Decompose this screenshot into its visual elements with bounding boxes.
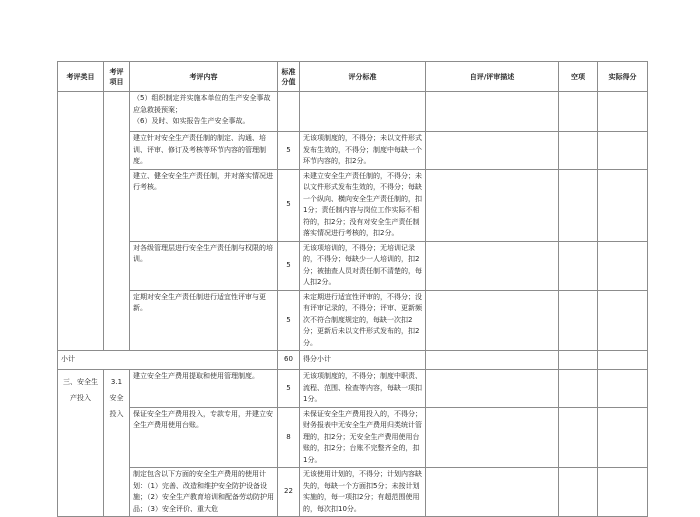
criteria-cell: 无该项制度的，不得分；未以文件形式发布生效的，不得分；制度中每缺一个环节内容的，扣2分。: [300, 132, 426, 170]
criteria-cell: [300, 92, 426, 132]
content-cell: 建立安全生产费用提取和使用管理制度。: [130, 370, 278, 408]
subtotal-row: [58, 351, 648, 370]
score-cell: 5: [278, 241, 300, 290]
header-item: 考评项目: [104, 62, 130, 92]
blank-cell[interactable]: [559, 132, 598, 170]
blank-cell[interactable]: [559, 169, 598, 241]
score-cell: 5: [278, 290, 300, 351]
table-row: [58, 241, 648, 290]
subtotal-criteria: 得分小计: [300, 351, 426, 370]
self-review-cell[interactable]: [426, 407, 559, 468]
header-self-review: 自评/评审描述: [426, 62, 559, 92]
criteria-cell: 无该使用计划的，不得分；计划内容缺失的，每缺一个方面扣5分；未按计划实施的，每一项扣2分；有超范围使用的，每次扣10分。: [300, 468, 426, 517]
header-score: 标准分值: [278, 62, 300, 92]
category-cell: [58, 92, 104, 351]
score-cell: [278, 92, 300, 132]
subtotal-label: 小计: [58, 351, 278, 370]
actual-score-cell[interactable]: [598, 92, 648, 132]
self-review-cell[interactable]: [426, 290, 559, 351]
actual-score-cell[interactable]: [598, 468, 648, 517]
actual-score-cell[interactable]: [598, 169, 648, 241]
content-cell: 定期对安全生产责任制进行适宜性评审与更新。: [130, 290, 278, 351]
score-cell: 5: [278, 132, 300, 170]
item-cell: 3.1 安全投入: [104, 370, 130, 517]
table-row: [58, 407, 648, 468]
score-cell: 5: [278, 169, 300, 241]
blank-cell[interactable]: [559, 468, 598, 517]
table-row: [58, 468, 648, 517]
criteria-cell: 无该项制度的，不得分；制度中职责、流程、范围、检查等内容，每缺一项扣1分。: [300, 370, 426, 408]
self-review-cell[interactable]: [426, 92, 559, 132]
actual-score-cell[interactable]: [598, 290, 648, 351]
table-row: [58, 370, 648, 408]
header-blank: 空项: [559, 62, 598, 92]
criteria-cell: 未定期进行适宜性评审的，不得分；没有评审记录的，不得分；评审、更新频次不符合制度规定的，每缺一次扣2分；更新后未以文件形式发布的，扣2分。: [300, 290, 426, 351]
content-cell: 建立、健全安全生产责任制，并对落实情况进行考核。: [130, 169, 278, 241]
header-actual-score: 实际得分: [598, 62, 648, 92]
evaluation-table: [57, 61, 648, 517]
content-cell: 对各级管理层进行安全生产责任制与权限的培训。: [130, 241, 278, 290]
blank-cell[interactable]: [559, 407, 598, 468]
blank-cell[interactable]: [559, 351, 598, 370]
table-header-row: [58, 62, 648, 92]
self-review-cell[interactable]: [426, 351, 559, 370]
subtotal-score: 60: [278, 351, 300, 370]
criteria-cell: 无该项培训的，不得分；无培训记录的，不得分；每缺少一人培训的，扣2分；被抽查人员对责任制不清楚的，每人扣2分。: [300, 241, 426, 290]
score-cell: 5: [278, 370, 300, 408]
blank-cell[interactable]: [559, 290, 598, 351]
criteria-cell: 未建立安全生产责任制的，不得分；未以文件形式发布生效的，不得分；每缺一个纵向、横向安全生产责任制的，扣1分；责任制内容与岗位工作实际不相符的，扣2分；没有对安全生产责任制落实情况进行考核的，扣2分。: [300, 169, 426, 241]
blank-cell[interactable]: [559, 370, 598, 408]
criteria-cell: 未保证安全生产费用投入的，不得分；财务报表中无安全生产费用归类统计管理的，扣2分；无安全生产费用使用台账的，扣2分；台账不完整齐全的，扣1分。: [300, 407, 426, 468]
content-cell: 制定包含以下方面的安全生产费用的使用计划：（1）完善、改造和维护安全防护设备设施；（2）安全生产教育培训和配备劳动防护用品；（3）安全评价、重大危: [130, 468, 278, 517]
content-cell: 建立针对安全生产责任制的制定、沟通、培训、评审、修订及考核等环节内容的管理制度。: [130, 132, 278, 170]
table-row: [58, 290, 648, 351]
actual-score-cell[interactable]: [598, 407, 648, 468]
self-review-cell[interactable]: [426, 169, 559, 241]
header-criteria: 评分标准: [300, 62, 426, 92]
score-cell: 22: [278, 468, 300, 517]
header-category: 考评类目: [58, 62, 104, 92]
self-review-cell[interactable]: [426, 241, 559, 290]
content-cell: （5）组织制定并实施本单位的生产安全事故应急救援预案； （6）及时、如实报告生产安全事故。: [130, 92, 278, 132]
actual-score-cell[interactable]: [598, 351, 648, 370]
self-review-cell[interactable]: [426, 132, 559, 170]
header-content: 考评内容: [130, 62, 278, 92]
self-review-cell[interactable]: [426, 468, 559, 517]
actual-score-cell[interactable]: [598, 132, 648, 170]
score-cell: 8: [278, 407, 300, 468]
table-row: [58, 92, 648, 132]
actual-score-cell[interactable]: [598, 370, 648, 408]
content-cell: 保证安全生产费用投入，专款专用，并建立安全生产费用使用台账。: [130, 407, 278, 468]
blank-cell[interactable]: [559, 241, 598, 290]
item-cell: [104, 92, 130, 351]
table-row: [58, 169, 648, 241]
category-cell: 三、安全生产投入: [58, 370, 104, 517]
table-row: [58, 132, 648, 170]
actual-score-cell[interactable]: [598, 241, 648, 290]
blank-cell[interactable]: [559, 92, 598, 132]
self-review-cell[interactable]: [426, 370, 559, 408]
